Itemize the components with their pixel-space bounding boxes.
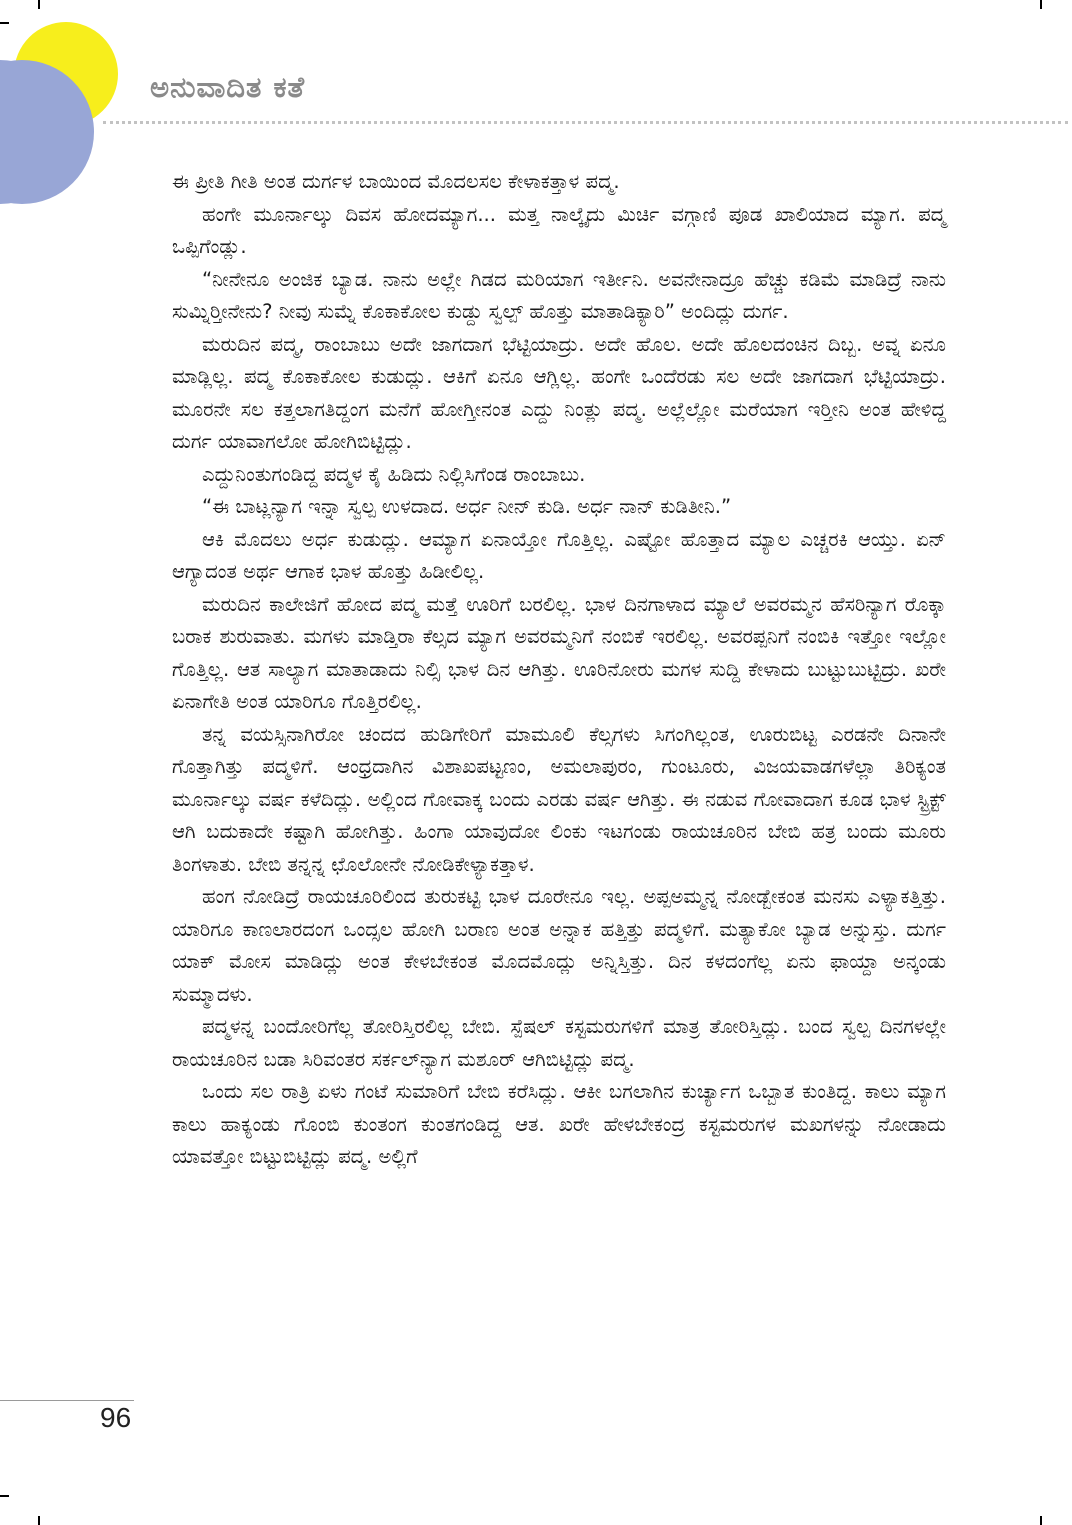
crop-mark-bottom-left (38, 1516, 40, 1525)
paragraph: “ಈ ಬಾಟ್ಲನ್ಯಾಗ ಇನ್ನಾ ಸ್ವಲ್ಪ ಉಳದಾದ. ಅರ್ಧ ನೀನ್ ಕುಡಿ. ಅರ್ಧ ನಾನ್ ಕುಡಿತೀನಿ.” (202, 495, 732, 518)
header-dotted-rule (103, 121, 1068, 124)
paragraph: ಆಕಿ ಮೊದಲು ಅರ್ಧ ಕುಡುದ್ಲು. ಆಮ್ಯಾಗ ಏನಾಯ್ತೋ ಗೊತ್ತಿಲ್ಲ. ಎಷ್ಟೋ ಹೊತ್ತಾದ ಮ್ಯಾಲ ಎಚ್ಚರಕಿ ಆಯ್ತು. ಏನ್ ಆಗ್ಯಾದಂತ ಅರ್ಥ ಆಗಾಕ ಭಾಳ ಹೊತ್ತು ಹಿಡೀಲಿಲ್ಲ. (172, 527, 946, 583)
footer-rule (0, 1400, 134, 1401)
crop-mark-bottom-right (1040, 1516, 1042, 1525)
paragraph: ಎದ್ದುನಿಂತುಗಂಡಿದ್ದ ಪದ್ಮಳ ಕೈ ಹಿಡಿದು ನಿಲ್ಲಿಸಿಗೆಂಡ ರಾಂಬಾಬು. (202, 462, 586, 486)
story-body (172, 166, 946, 1174)
crop-mark-top-right (1040, 0, 1042, 9)
paragraph: ಮರುದಿನ ಪದ್ಮ, ರಾಂಬಾಬು ಅದೇ ಜಾಗದಾಗ ಭೆಟ್ಟಿಯಾದ್ರು. ಅದೇ ಹೊಲ. ಅದೇ ಹೊಲದಂಚಿನ ದಿಬ್ಬ. ಅವ್ನ ಏನೂ ಮಾಡ್ಲಿಲ್ಲ. ಪದ್ಮ ಕೊಕಾಕೋಲ ಕುಡುದ್ಲು. ಆಕಿಗೆ ಏನೂ ಆಗ್ಲಿಲ್ಲ. ಹಂಗೇ ಒಂದೆರಡು ಸಲ ಅದೇ ಜಾಗದಾಗ ಭೆಟ್ಟಿಯಾದ್ರು. ಮೂರನೇ ಸಲ ಕತ್ತಲಾಗತಿದ್ದಂಗ ಮನೆಗೆ ಹೋಗ್ತೀನಂತ ಎದ್ದು ನಿಂತ್ಲು ಪದ್ಮ. ಅಲ್ಲೆಲ್ಲೋ ಮರೆಯಾಗ ಇರ್‍ತೀನಿ ಅಂತ ಹೇಳಿದ್ದ ದುರ್ಗ ಯಾವಾಗಲೋ ಹೋಗಿಬಿಟ್ಟಿದ್ಲು. (172, 332, 946, 453)
paragraph: ಈ ಪ್ರೀತಿ ಗೀತಿ ಅಂತ ದುರ್ಗಳ ಬಾಯಿಂದ ಮೊದಲಸಲ ಕೇಳಾಕತ್ತಾಳ ಪದ್ಮ. (172, 170, 620, 193)
paragraph: ಪದ್ಮಳನ್ನ ಬಂದೋರಿಗೆಲ್ಲ ತೋರಿಸ್ತಿರಲಿಲ್ಲ ಬೇಬಿ. ಸ್ಪೆಷಲ್ ಕಸ್ಟಮರುಗಳಿಗೆ ಮಾತ್ರ ತೋರಿಸ್ತಿದ್ಲು. ಬಂದ ಸ್ವಲ್ಪ ದಿನಗಳಲ್ಲೇ ರಾಯಚೂರಿನ ಬಡಾ ಸಿರಿವಂತರ ಸರ್ಕಲ್‌ನ್ಯಾಗ ಮಶೂರ್ ಆಗಿಬಿಟ್ಟಿದ್ಲು ಪದ್ಮ. (172, 1015, 946, 1071)
section-title: ಅನುವಾದಿತ ಕತೆ (150, 70, 306, 104)
crop-mark-left-lower (0, 1495, 9, 1497)
paragraph: ಮರುದಿನ ಕಾಲೇಜಿಗೆ ಹೋದ ಪದ್ಮ ಮತ್ತೆ ಊರಿಗೆ ಬರಲಿಲ್ಲ. ಭಾಳ ದಿನಗಾಳಾದ ಮ್ಯಾಲೆ ಅವರಮ್ಮನ ಹೆಸರಿನ್ಯಾಗ ರೊಕ್ಕಾ ಬರಾಕ ಶುರುವಾತು. ಮಗಳು ಮಾಡ್ತಿರಾ ಕೆಲ್ಸದ ಮ್ಯಾಗ ಅವರಮ್ಮನಿಗೆ ನಂಬಿಕೆ ಇರಲಿಲ್ಲ. ಅವರಪ್ಪನಿಗೆ ನಂಬಿಕಿ ಇತ್ತೋ ಇಲ್ಲೋ ಗೊತ್ತಿಲ್ಲ. ಆತ ಸಾಲ್ಯಾಗ ಮಾತಾಡಾದು ನಿಲ್ಸಿ ಭಾಳ ದಿನ ಆಗಿತ್ತು. ಊರಿನೋರು ಮಗಳ ಸುದ್ದಿ ಕೇಳಾದು ಬುಟ್ಟುಬುಟ್ಟಿದ್ರು. ಖರೇ ಏನಾಗೇತಿ ಅಂತ ಯಾರಿಗೂ ಗೊತ್ತಿರಲಿಲ್ಲ. (172, 592, 946, 713)
paragraph: ಹಂಗೇ ಮೂರ್ನಾಲ್ಕು ದಿವಸ ಹೋದಮ್ಯಾಗ... ಮತ್ತ ನಾಲ್ಕೈದು ಮಿರ್ಚಿ ವಗ್ಗಾಣಿ ಪೂಡ ಖಾಲಿಯಾದ ಮ್ಯಾಗ. ಪದ್ಮ ಒಪ್ಪಿಗೆಂಡ್ಲು. (172, 202, 946, 258)
paragraph: ಒಂದು ಸಲ ರಾತ್ರಿ ಏಳು ಗಂಟೆ ಸುಮಾರಿಗೆ ಬೇಬಿ ಕರೆಸಿದ್ಲು. ಆಕೀ ಬಗಲಾಗಿನ ಕುರ್ಚ್ಯಾಗ ಒಬ್ಬಾತ ಕುಂತಿದ್ದ. ಕಾಲು ಮ್ಯಾಗ ಕಾಲು ಹಾಕ್ಯಂಡು ಗೊಂಬಿ ಕುಂತಂಗ ಕುಂತಗಂಡಿದ್ದ ಆತ. ಖರೇ ಹೇಳಬೇಕಂದ್ರ ಕಸ್ಟಮರುಗಳ ಮಖಗಳನ್ನು ನೋಡಾದು ಯಾವತ್ತೋ ಬಿಟ್ಟುಬಿಟ್ಟಿದ್ಲು ಪದ್ಮ. ಅಲ್ಲಿಗೆ (172, 1080, 946, 1168)
paragraph: ತನ್ನ ವಯಸ್ಸಿನಾಗಿರೋ ಚಂದದ ಹುಡಿಗೇರಿಗೆ ಮಾಮೂಲಿ ಕೆಲ್ಸಗಳು ಸಿಗಂಗಿಲ್ಲಂತ, ಊರುಬಿಟ್ಟ ಎರಡನೇ ದಿನಾನೇ ಗೊತ್ತಾಗಿತ್ತು ಪದ್ಮಳಿಗೆ. ಆಂಧ್ರದಾಗಿನ ವಿಶಾಖಪಟ್ಟಣಂ, ಅಮಲಾಪುರಂ, ಗುಂಟೂರು, ವಿಜಯವಾಡಗಳೆಲ್ಲಾ ತಿರಿಕ್ಯಂತ ಮೂರ್ನಾಲ್ಕು ವರ್ಷ ಕಳೆದಿದ್ಲು. ಅಲ್ಲಿಂದ ಗೋವಾಕ್ಕ ಬಂದು ಎರಡು ವರ್ಷ ಆಗಿತ್ತು. ಈ ನಡುವ ಗೋವಾದಾಗ ಕೂಡ ಭಾಳ ಸ್ಟ್ರಿಕ್ಟ್ ಆಗಿ ಬದುಕಾದೇ ಕಷ್ಟಾಗಿ ಹೋಗಿತ್ತು. ಹಿಂಗಾ ಯಾವುದೋ ಲಿಂಕು ಇಟಗಂಡು ರಾಯಚೂರಿನ ಬೇಬಿ ಹತ್ರ ಬಂದು ಮೂರು ತಿಂಗಳಾತು. ಬೇಬಿ ತನ್ನನ್ನ ಛೊಲೋನೇ ನೋಡಿಕೇಳ್ಯಾಕತ್ತಾಳ. (172, 722, 946, 876)
decorative-circles (0, 0, 140, 220)
paragraph: ಹಂಗ ನೋಡಿದ್ರೆ ರಾಯಚೂರಿಲಿಂದ ತುರುಕಟ್ಟಿ ಭಾಳ ದೂರೇನೂ ಇಲ್ಲ. ಅಪ್ಪಅಮ್ಮನ್ನ ನೋಡ್ಬೇಕಂತ ಮನಸು ಎಳ್ಯಾಕತ್ತಿತ್ತು. ಯಾರಿಗೂ ಕಾಣಲಾರದಂಗ ಒಂದ್ಸಲ ಹೋಗಿ ಬರಾಣ ಅಂತ ಅನ್ನಾಕ ಹತ್ತಿತ್ತು ಪದ್ಮಳಿಗೆ. ಮತ್ಯಾಕೋ ಬ್ಯಾಡ ಅನ್ನುಸ್ತು. ದುರ್ಗ ಯಾಕ್ ಮೋಸ ಮಾಡಿದ್ಲು ಅಂತ ಕೇಳಬೇಕಂತ ಮೊದಮೊದ್ಲು ಅನ್ನಿಸ್ತಿತ್ತು. ದಿನ ಕಳದಂಗೆಲ್ಲ ಏನು ಫಾಯ್ದಾ ಅನ್ಕಂಡು ಸುಮ್ಮಾದಳು. (172, 885, 946, 1006)
page-number: 96 (100, 1402, 132, 1433)
paragraph: “ನೀನೇನೂ ಅಂಜಿಕ ಬ್ಯಾಡ. ನಾನು ಅಲ್ಲೇ ಗಿಡದ ಮರಿಯಾಗ ಇರ್ತೀನಿ. ಅವನೇನಾದ್ರೂ ಹೆಚ್ಚು ಕಡಿಮೆ ಮಾಡಿದ್ರೆ ನಾನು ಸುಮ್ನಿರ್‍ತೀನೇನು? ನೀವು ಸುಮ್ನೆ ಕೊಕಾಕೋಲ ಕುಡ್ದು ಸ್ವಲ್ಪ್ ಹೊತ್ತು ಮಾತಾಡಿಕ್ಯಾರಿ” ಅಂದಿದ್ಲು ದುರ್ಗ. (172, 267, 946, 323)
